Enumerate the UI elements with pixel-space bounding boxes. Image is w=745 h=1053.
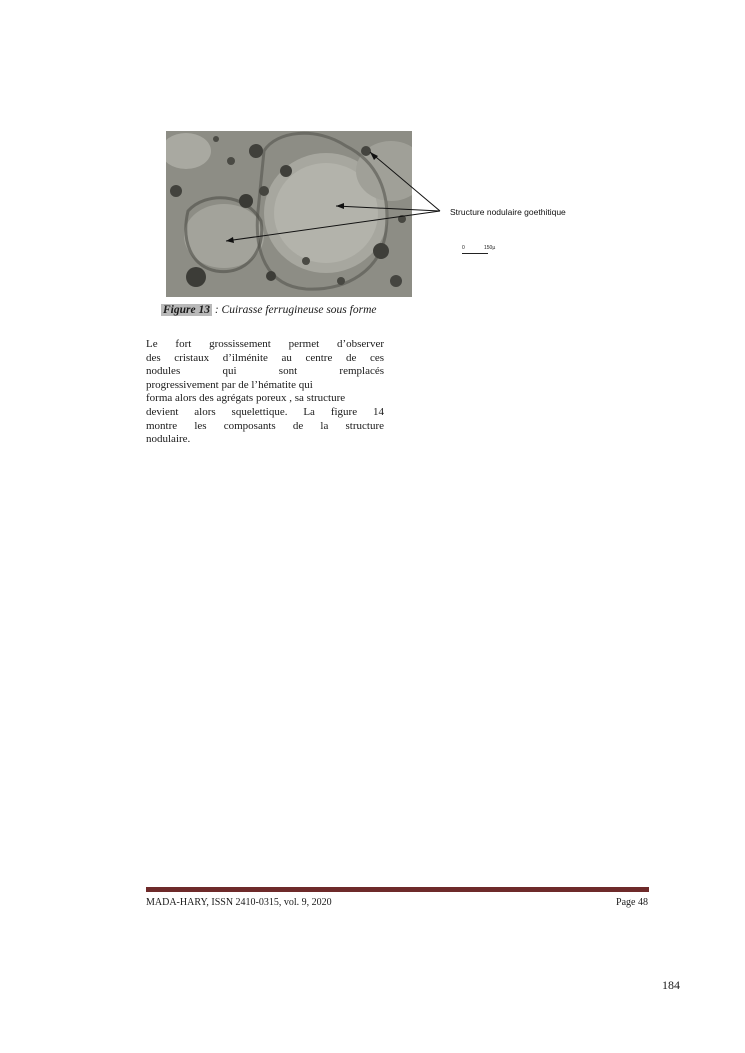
- micrograph-image: [166, 131, 412, 297]
- annotation-label: Structure nodulaire goethitique: [450, 207, 566, 217]
- caption-label: Figure 13: [163, 304, 210, 316]
- caption-text: : Cuirasse ferrugineuse sous forme: [211, 304, 377, 316]
- footer-journal: MADA-HARY, ISSN 2410-0315, vol. 9, 2020: [146, 897, 332, 908]
- figure-caption: [161, 304, 376, 316]
- page-number: 184: [662, 978, 680, 992]
- body-line: devient alors squelettique. La figure 14: [146, 405, 384, 418]
- footer-rule: [146, 887, 649, 892]
- footer-page: Page 48: [616, 897, 648, 908]
- scale-line: [462, 253, 488, 254]
- body-line: Le fort grossissement permet d’observer: [146, 338, 384, 350]
- body-paragraph: [146, 338, 384, 447]
- scale-value-label: 150µ: [484, 245, 496, 251]
- body-line: nodules qui sont remplacés: [146, 365, 384, 378]
- body-line: montre les composants de la structure: [146, 419, 384, 432]
- scale-zero-label: 0: [462, 245, 465, 251]
- body-line: des cristaux d’ilménite au centre de ces: [146, 351, 384, 364]
- body-line: nodulaire.: [146, 433, 191, 446]
- body-line: progressivement par de l’hématite qui: [146, 378, 313, 391]
- body-line: forma alors des agrégats poreux , sa structure: [146, 392, 346, 405]
